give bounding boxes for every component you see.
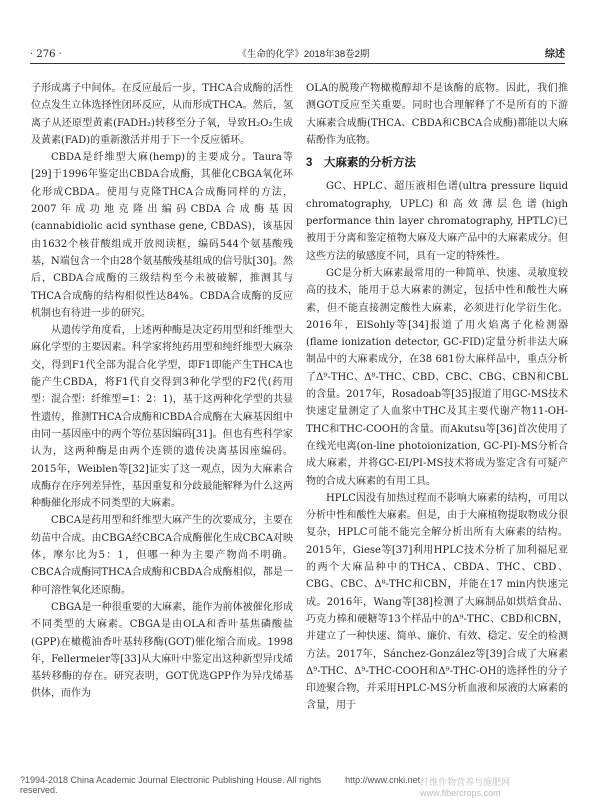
section-heading: 3 大麻素的分析方法 xyxy=(306,157,416,170)
right-column xyxy=(306,80,568,715)
section-label: 综述 xyxy=(545,49,565,60)
paragraph: OLA的脱羧产物橄榄醇却不是该酶的底物。因此，我们推测GOT反应至关重要。同时也合理解释了不是所有的下游大麻素合成酶(THCA、CBDA和CBCA合成酶)都能以大麻萜酚作为底物。 xyxy=(306,83,568,146)
page-number: · 276 · xyxy=(30,49,62,60)
page-footer xyxy=(20,775,585,798)
left-column xyxy=(31,80,293,703)
copyright-text: ?1994-2018 China Academic Journal Electronic Publishing House. All rights reserved. xyxy=(20,775,322,795)
watermark-text: 纤维作物营养与施肥网 www.fibercrops.com xyxy=(420,777,511,798)
paragraph: HPLC因没有加热过程而不影响大麻素的结构，可用以分析中性和酸性大麻素。但是，由于大麻植物提取物成分很复杂，HPLC可能不能完全解分析出所有大麻素的结构。2015年，Giese等[37]利用HPLC技术分析了加利福尼亚的两个大麻品种中的THCA、CBDA、THC、CBD、CBG、CBC、Δ⁸-THC和CBN，并能在17 min内快速完成。2016年，Wang等[38]检测了大麻制品如烘焙食品、巧克力棒和硬糖等13个样品中的Δ⁹-THC、CBD和CBN，并建立了一种快速、简单、廉价、有效、稳定、安全的检测方法。2017年，Sánchez-González等[39]合成了大麻素Δ⁹-THC、Δ⁹-THC-COOH和Δ⁹-THC-OH的选择性的分子印迹聚合物，并采用HPLC-MS分析血液和尿液的大麻素的含量，用于 xyxy=(306,492,568,712)
page-header xyxy=(30,44,565,60)
header-rule xyxy=(30,63,565,64)
footer-url[interactable]: http://www.cnki.net xyxy=(345,775,421,785)
paragraph: CBGA是一种很重要的大麻素，能作为前体被催化形成不同类型的大麻素。CBGA是由OLA和香叶基焦磷酸盐(GPP)在橄榄油香叶基转移酶(GOT)催化缩合而成。1998年，Fellermeier等[33]从大麻叶中鉴定出这种新型异戊烯基转移酶的存在。研究表明，GOT优选GPP作为异戊烯基供体，而作为 xyxy=(31,601,293,700)
journal-title: 《生命的化学》2018年38卷2期 xyxy=(237,49,370,60)
paragraph: GC是分析大麻素最常用的一种简单、快速、灵敏度较高的技术，能用于总大麻素的测定，包括中性和酸性大麻素，但不能直接测定酸性大麻素，必须进行化学衍生化。2016年，ElSohly等[34]报道了用火焰离子化检测器(flame ionization detector, GC-FID)定量分析非法大麻制品中的大麻素成分，在38 681份大麻样品中，重点分析了Δ⁹-THC、Δ⁸-THC、CBD、CBC、CBG、CBN和CBL的含量。2017年，Rosadoab等[35]报道了用GC-MS技术快速定量测定了人血浆中THC及其主要代谢产物11-OH-THC和THC-COOH的含量。而Akutsu等[36]首次使用了在线光电离(on-line photoionization, GC-PI)-MS分析合成大麻素，并将GC-EI/PI-MS技术将成为鉴定含有可疑产物的合成大麻素的有用工具。 xyxy=(306,267,568,487)
paragraph: CBDA是纤维型大麻(hemp)的主要成分。Taura等[29]于1996年鉴定出CBDA合成酶，其催化CBGA氧化环化形成CBDA。使用与克隆THCA合成酶同样的方法，2007年成功地克隆出编码CBDA合成酶基因(cannabidiolic acid synthase gene, CBDAS)，该基因由1632个核苷酸组成开放阅读框，编码544个氨基酸残基，N端包含一个由28个氨基酸残基组成的信号肽[30]。然后，CBDA合成酶的三级结构至今未被破解，推测其与THCA合成酶的结构相似性达84%。CBDA合成酶的反应机制也有待进一步的研究。 xyxy=(31,152,294,319)
paragraph: CBCA是药用型和纤维型大麻产生的次要成分，主要在幼苗中合成。由CBGA经CBCA合成酶催化生成CBCA对映体，摩尔比为5：1，但哪一种为主要产物尚不明确。CBCA合成酶同THCA合成酶和CBDA合成酶相似，都是一种可溶性氧化还原酶。 xyxy=(31,515,293,596)
paragraph: GC、HPLC、超压液相色谱(ultra pressure liquid chromatography, UPLC)和高效薄层色谱(high performance thin layer chromatography, HPTLC)已被用于分离和鉴定植物大麻及大麻产品中的大麻素成分。但这些方法的敏感度不同，具有一定的特殊性。 xyxy=(306,181,568,262)
paragraph: 从遗传学角度看，上述两种酶是决定药用型和纤维型大麻化学型的主要因素。科学家将纯药用型和纯纤维型大麻杂交，得到F1代全部为混合化学型，即F1即能产生THCA也能产生CBDA，将F1代自交得到3种化学型的F2代(药用型：混合型：纤维型=1：2：1)，基于这两种化学型的共显性遗传，推测THCA合成酶和CBDA合成酶在大麻基因组中由同一基因座中的两个等位基因编码[31]。但也有些科学家认为，这两种酶是由两个连锁的遗传决离基因座编码。2015年，Weiblen等[32]证实了这一观点，因为大麻素合成酶存在序列差异性，基因重复和分歧最能解释为什么这两种酶催化形成不同类型的大麻素。 xyxy=(31,325,293,510)
paragraph: 子形成离子中间体。在反应最后一步，THCA合成酶的活性位点发生立体选择性闭环反应，从而形成THCA。然后，氢离子从还原型黄素(FADH₂)转移至分子氧，导致H₂O₂生成及黄素(FAD)的重新激活并用于下一个反应循环。 xyxy=(31,83,293,146)
